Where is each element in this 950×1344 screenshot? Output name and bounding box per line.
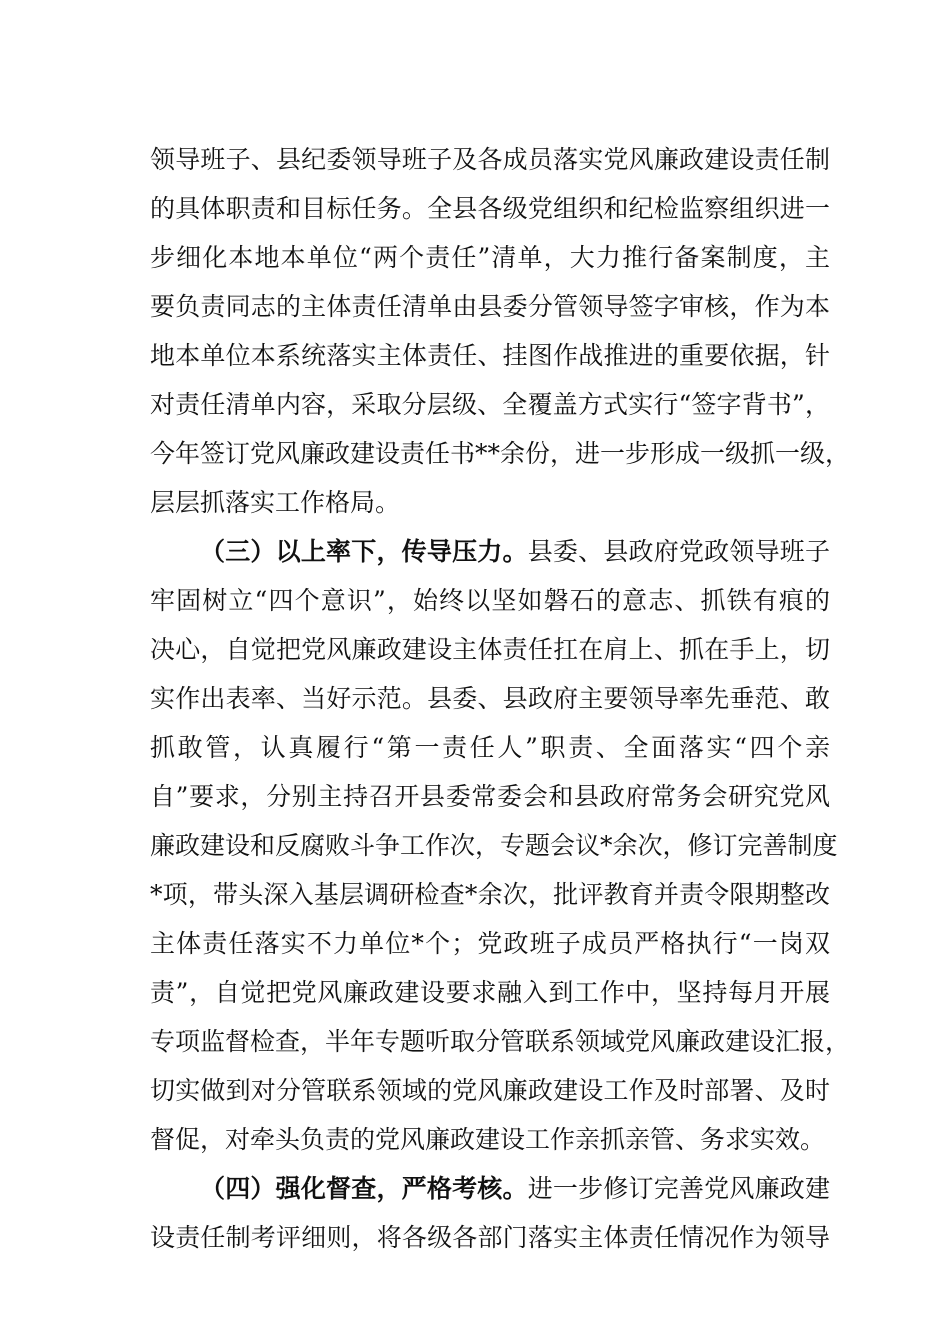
- paragraph-2-line-11: 专项监督检查，半年专题听取分管联系领域党风廉政建设汇报，: [150, 1027, 851, 1056]
- paragraph-2-line-4: 实作出表率、当好示范。县委、县政府主要领导率先垂范、敢: [150, 684, 830, 713]
- paragraph-2-line-13: 督促，对牵头负责的党风廉政建设工作亲抓亲管、务求实效。: [150, 1125, 826, 1154]
- paragraph-2-first-line-text: 县委、县政府党政领导班子: [527, 537, 830, 566]
- paragraph-1-line-7: 今年签订党风廉政建设责任书**余份，进一步形成一级抓一级，: [150, 439, 851, 468]
- paragraph-1-line-6: 对责任清单内容，采取分层级、全覆盖方式实行“签字背书”，: [150, 390, 830, 419]
- paragraph-1-line-3: 步细化本地本单位“两个责任”清单，大力推行备案制度，主: [150, 243, 830, 272]
- section-heading-3: （三）以上率下，传导压力。: [200, 537, 528, 566]
- paragraph-3-line-2: 设责任制考评细则，将各级各部门落实主体责任情况作为领导: [150, 1223, 830, 1252]
- paragraph-3-first-line: [200, 1169, 830, 1209]
- paragraph-3-first-line-text: 进一步修订完善党风廉政建: [527, 1174, 830, 1203]
- paragraph-2-line-5: 抓敢管，认真履行“第一责任人”职责、全面落实“四个亲: [150, 733, 830, 762]
- paragraph-1-line-4: 要负责同志的主体责任清单由县委分管领导签字审核，作为本: [150, 292, 830, 321]
- section-heading-4: （四）强化督查，严格考核。: [200, 1174, 528, 1203]
- paragraph-2-first-line: [200, 532, 830, 572]
- paragraph-2-line-3: 决心，自觉把党风廉政建设主体责任扛在肩上、抓在手上，切: [150, 635, 830, 664]
- paragraph-2-line-12: 切实做到对分管联系领域的党风廉政建设工作及时部署、及时: [150, 1076, 830, 1105]
- paragraph-1-line-5: 地本单位本系统落实主体责任、挂图作战推进的重要依据，针: [150, 341, 830, 370]
- paragraph-2-line-2: 牢固树立“四个意识”，始终以坚如磐石的意志、抓铁有痕的: [150, 586, 830, 615]
- paragraph-1-line-8: 层层抓落实工作格局。: [150, 488, 401, 517]
- paragraph-2-line-7: 廉政建设和反腐败斗争工作次，专题会议*余次，修订完善制度: [150, 831, 838, 860]
- paragraph-2-line-10: 责”，自觉把党风廉政建设要求融入到工作中，坚持每月开展: [150, 978, 830, 1007]
- paragraph-2-line-6: 自”要求，分别主持召开县委常委会和县政府常务会研究党风: [150, 782, 830, 811]
- paragraph-1-line-2: 的具体职责和目标任务。全县各级党组织和纪检监察组织进一: [150, 194, 830, 223]
- paragraph-2-line-9: 主体责任落实不力单位*个；党政班子成员严格执行“一岗双: [150, 929, 830, 958]
- paragraph-2-line-8: *项，带头深入基层调研检查*余次，批评教育并责令限期整改: [150, 880, 830, 909]
- paragraph-1-line-1: 领导班子、县纪委领导班子及各成员落实党风廉政建设责任制: [150, 145, 830, 174]
